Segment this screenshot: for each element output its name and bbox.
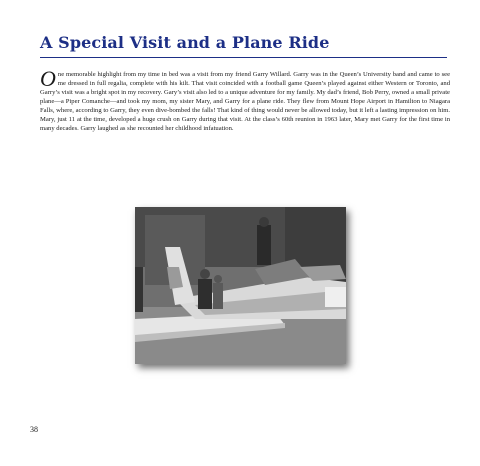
page-title: A Special Visit and a Plane Ride [40,33,330,52]
plane-ride-photo [135,207,346,364]
paragraph-text: ne memorable highlight from my time in bed was a visit from my friend Garry Willard. Garry was in the Queen’s University band and came to see me dressed in full regalia, complete with his kilt. That visit coincided with a football game Queen’s played against either Western or Toronto, and Garry’s visit was a bright spot in my recovery. Gary’s visit also led to a unique adventure for my family. My dad’s friend, Bob Perry, owned a small private plane—a Piper Comanche—and took my mom, my sister Mary, and Garry for a plane ride. They flew from Mount Hope Airport in Hamilton to Niagara Falls, where, according to Garry, they even dive-bombed the falls! That kind of thing would never be allowed today, but it left a lasting impression on him. Mary, just 11 at the time, developed a huge crush on Garry during that visit. At the class’s 60th reunion in 1963 later, Mary met Garry for the first time in many decades. Garry laughed as she recounted her childhood infatuation. [40,71,450,132]
title-underline [40,57,447,58]
photo-frame [135,207,346,364]
drop-cap: O [40,66,56,91]
page-number: 38 [30,425,38,434]
body-paragraph [40,66,450,133]
